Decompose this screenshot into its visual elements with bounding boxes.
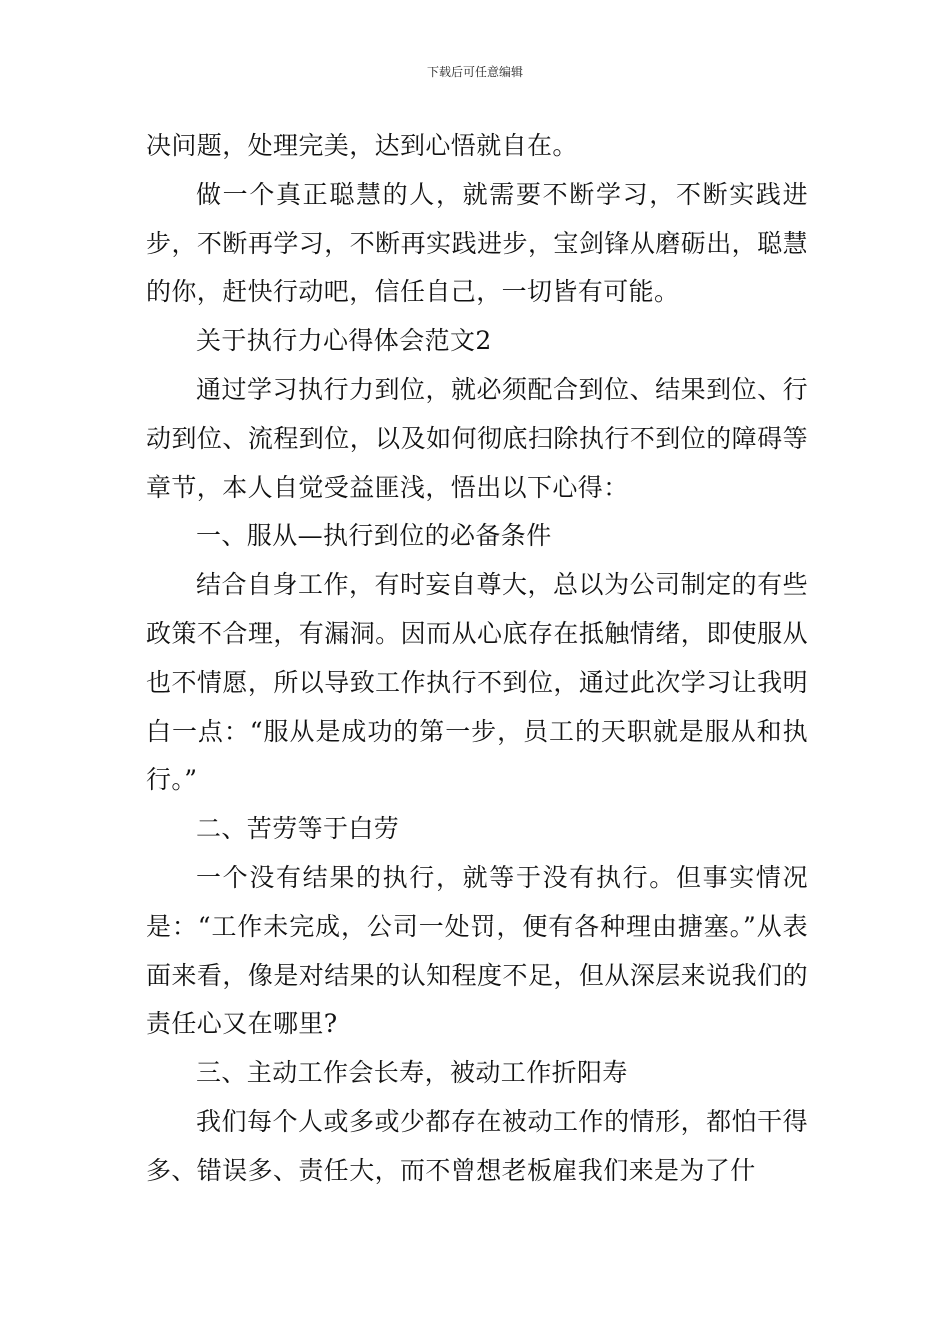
paragraph-1: 决问题，处理完美，达到心悟就自在。: [146, 131, 578, 160]
heading-1: 一、服从—执行到位的必备条件: [196, 521, 552, 551]
heading-3: 三、主动工作会长寿，被动工作折阳寿: [196, 1058, 628, 1088]
paragraph-5: 一个没有结果的执行，就等于没有执行。但事实情况是：“工作未完成，公司一处罚，便有各种理由搪塞。”从表面来看，像是对结果的认知程度不足，但从深层来说我们的责任心又在哪里?: [146, 862, 808, 1039]
page-header: 下载后可任意编辑: [426, 65, 523, 79]
document-body: [146, 122, 808, 1196]
paragraph-6: 我们每个人或多或少都存在被动工作的情形，都怕干得多、错误多、责任大，而不曾想老板雇我们来是为了什: [146, 1106, 808, 1185]
paragraph-3: 通过学习执行力到位，就必须配合到位、结果到位、行动到位、流程到位，以及如何彻底扫除执行不到位的障碍等章节，本人自觉受益匪浅，悟出以下心得：: [146, 374, 808, 502]
heading-2: 二、苦劳等于白劳: [196, 814, 400, 844]
paragraph-4: 结合自身工作，有时妄自尊大，总以为公司制定的有些政策不合理，有漏洞。因而从心底存在抵触情绪，即使服从也不情愿，所以导致工作执行不到位，通过此次学习让我明白一点：“服从是成功的第一步，员工的天职就是服从和执行。”: [146, 570, 808, 795]
section-title: 关于执行力心得体会范文2: [196, 326, 492, 356]
paragraph-2: 做一个真正聪慧的人，就需要不断学习，不断实践进步，不断再学习，不断再实践进步，宝剑锋从磨砺出，聪慧的你，赶快行动吧，信任自己，一切皆有可能。: [146, 179, 808, 307]
